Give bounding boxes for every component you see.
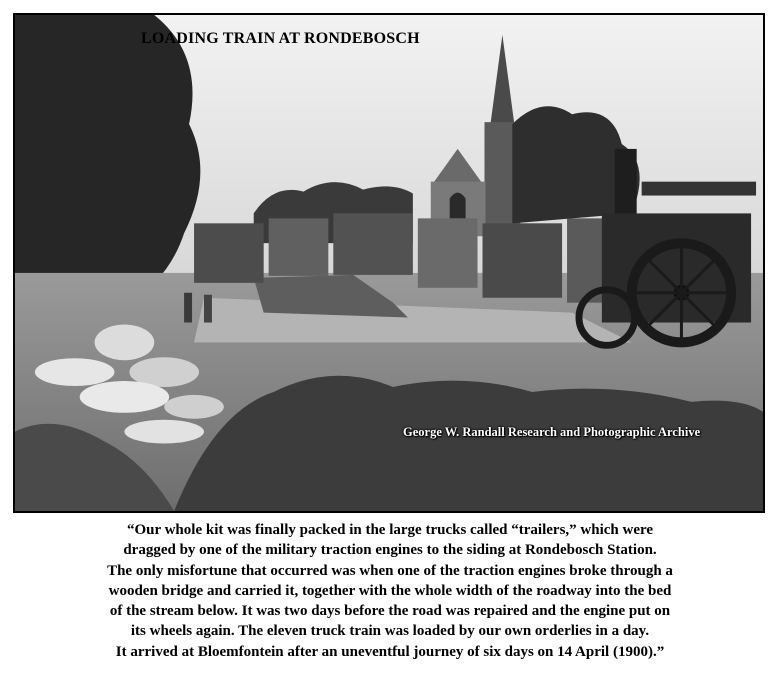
caption-line: of the stream below. It was two days before the road was repaired and the engine put on — [109, 603, 671, 620]
caption-line: wooden bridge and carried it, together with the whole width of the roadway into the bed — [108, 582, 672, 599]
caption-line: It arrived at Bloemfontein after an uneventful journey of six days on 14 April (1900).” — [115, 643, 665, 660]
caption-line: “Our whole kit was finally packed in the large trucks called “trailers,” which were — [126, 522, 654, 538]
photo-title: LOADING TRAIN AT RONDEBOSCH — [141, 30, 420, 47]
caption — [14, 520, 766, 662]
caption-line: The only misfortune that occurred was when one of the traction engines broke through a — [107, 562, 673, 579]
photo-credit: George W. Randall Research and Photographic Archive — [403, 425, 701, 439]
caption-line: dragged by one of the military traction engines to the siding at Rondebosch Station. — [123, 542, 657, 559]
caption-line: its wheels again. The eleven truck train was loaded by our own orderlies in a day. — [130, 623, 650, 640]
